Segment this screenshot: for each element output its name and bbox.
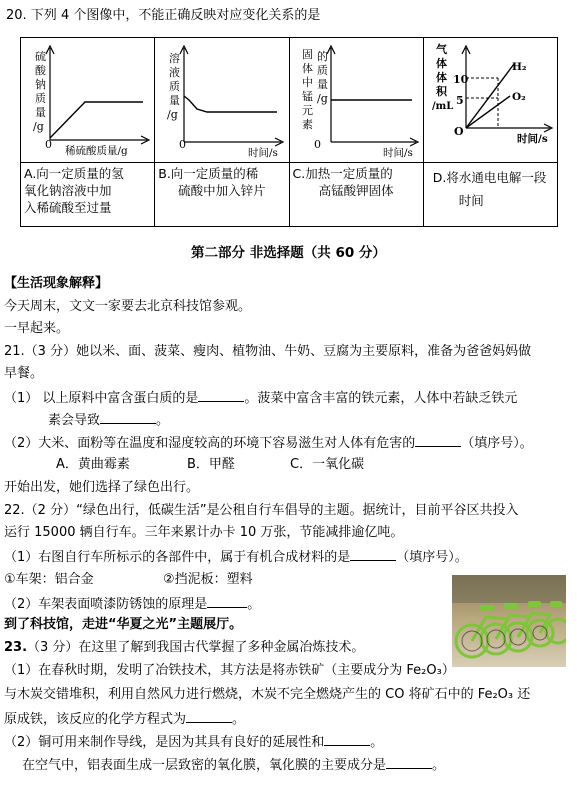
q20-stem: 20. 下列 4 个图像中，不能正确反映对应变化关系的是 [6, 8, 321, 23]
graph-c-ylabel-c2-6: 素 [301, 118, 313, 131]
q21-part1-line1 [4, 389, 517, 407]
q21-part2-text-a: （2）大米、面粉等在温度和湿度较高的环境下容易滋生对人体有危害的 [4, 436, 416, 451]
graph-a-ylabel-6: /g [33, 120, 44, 133]
graph-b-ylabel-4: 量 [169, 94, 181, 107]
graph-b-ylabel-1: 溶 [169, 52, 181, 65]
option-c [289, 163, 423, 227]
q22-blank-1[interactable] [350, 548, 396, 561]
graph-d [424, 38, 557, 162]
q23-stem [4, 640, 364, 656]
q21-blank-3[interactable] [415, 434, 461, 447]
graph-a-xlabel: 稀硫酸质量/g [65, 145, 128, 157]
q21-blank-1[interactable] [198, 389, 244, 402]
graph-a-ylabel-3: 钠 [35, 78, 46, 91]
q20-graph-table [20, 37, 558, 227]
q23-stem-text: （3 分）在这里了解到我国古代掌握了多种金属冶炼技术。 [27, 640, 365, 655]
graph-d-series-o2: O₂ [511, 91, 526, 103]
graph-d-series-h2: H₂ [511, 61, 527, 73]
q23-part1-line2: 与木炭交错堆积，利用自然风力进行燃烧，木炭不完全燃烧产生的 CO 将矿石中的 Fe₂O₃ 还 [4, 687, 531, 702]
option-b-line1: B.向一定质量的稀 [158, 166, 259, 181]
q22-stem-2: 运行 15000 辆自行车。三年来累计办卡 10 万张，节能减排逾亿吨。 [4, 525, 404, 540]
q22-item-1: ①车架：铝合金 [4, 572, 94, 587]
graph-a-ylabel-5: 量 [35, 106, 46, 119]
q23-part1-text-d: 。 [232, 712, 246, 727]
bicycle-photo [452, 575, 566, 667]
graph-d-ylabel-2: 体 [435, 57, 447, 70]
graph-c-origin: 0 [313, 138, 321, 151]
q23-part2-text-a: （2）铜可用来制作导线，是因为其具有良好的延展性和 [4, 735, 325, 750]
graph-a-ylabel-2: 酸 [35, 64, 46, 77]
q22-blank-2[interactable] [207, 595, 247, 608]
option-b [155, 163, 289, 227]
graph-a [21, 38, 154, 162]
graph-b-cell [155, 38, 289, 163]
graph-c-xlabel: 时间/s [382, 147, 413, 159]
option-c-line2: 高锰酸钾固体 [318, 183, 394, 198]
q23-part3 [22, 756, 445, 774]
life-heading: 【生活现象解释】 [4, 276, 109, 291]
graph-b-origin: 0 [179, 138, 187, 151]
graph-d-ylabel-1: 气 [435, 43, 447, 56]
graph-d-ylabel-4: 积 [435, 85, 447, 98]
graph-b-xlabel: 时间/s [248, 147, 279, 159]
graph-d-tick-5: 5 [455, 94, 464, 107]
graph-c-ylabel-c1-4: /g [316, 92, 328, 105]
q23-number: 23. [4, 640, 28, 655]
q22-part1-text-b: （填序号）。 [396, 550, 468, 565]
life-intro-1: 今天周末，文文一家要去北京科技馆参观。 [4, 299, 252, 314]
q23-part1-line3 [4, 710, 245, 728]
option-c-line1: C.加热一定质量的 [292, 166, 393, 181]
q21-part1-text-c: 素会导致 [48, 413, 101, 428]
graph-a-ylabel-4: 质 [35, 92, 46, 105]
q21-option-b: B．甲醛 [187, 457, 235, 472]
graph-d-xlabel: 时间/s [516, 133, 548, 145]
q21-option-c: C．一氧化碳 [290, 457, 365, 472]
graph-c-ylabel-c2-1: 固 [301, 48, 313, 61]
q21-part2 [4, 434, 533, 452]
graph-a-ylabel-1: 硫 [35, 50, 46, 63]
graph-c-ylabel-c2-2: 体 [301, 62, 313, 75]
graph-c [290, 38, 423, 162]
graph-d-cell [423, 38, 557, 163]
graph-c-ylabel-c2-3: 中 [301, 76, 313, 89]
option-d-line1: D.将水通电电解一段 [432, 170, 547, 185]
q23-blank-1[interactable] [186, 710, 232, 723]
q23-blank-2[interactable] [324, 733, 370, 746]
q23-part1-text-c: 原成铁，该反应的化学方程式为 [4, 712, 187, 727]
option-d [423, 163, 557, 227]
option-d-line2: 时间 [458, 193, 484, 208]
q21-blank-2[interactable] [100, 411, 156, 424]
graph-a-origin: 0 [45, 138, 52, 151]
q21-part1-text-a: （1） 以上原料中富含蛋白质的是 [4, 391, 199, 406]
q23-part3-text-b: 。 [432, 758, 446, 773]
q22-item-2: ②挡泥板：塑料 [163, 572, 253, 587]
option-a [21, 163, 155, 227]
graph-d-origin: O [453, 125, 464, 138]
q22-stem-1: 22.（2 分）“绿色出行，低碳生活”是公租自行车倡导的主题。据统计，目前平谷区共投入 [4, 503, 519, 518]
graph-d-h2-line [466, 64, 514, 128]
graph-d-ylabel-5: /mL [431, 101, 454, 112]
q21-part1-line2 [48, 411, 169, 429]
option-a-line2: 氧化钠溶液中加 [24, 183, 112, 198]
option-a-line3: 入稀硫酸至过量 [24, 200, 112, 215]
graph-d-ylabel-3: 体 [435, 71, 447, 84]
graph-b-curve [184, 96, 277, 112]
q23-part2 [4, 733, 383, 751]
q21-stem-1: 21.（3 分）她以米、面、菠菜、瘦肉、植物油、牛奶、豆腐为主要原料，准备为爸爸妈妈做 [4, 344, 532, 359]
q23-part1-line1: （1）在春秋时期，发明了冶铁技术，其方法是将赤铁矿（主要成分为 Fe₂O₃） [4, 663, 455, 678]
museum-heading: 到了科技馆，走进“华夏之光”主题展厅。 [4, 617, 243, 632]
graph-c-ylabel-c1-3: 量 [316, 78, 328, 91]
graph-b-ylabel-3: 质 [169, 80, 181, 93]
graph-b-ylabel-5: /g [167, 108, 178, 121]
section-2-title: 第二部分 非选择题（共 60 分） [191, 245, 386, 261]
graph-d-o2-line [466, 96, 510, 128]
graph-c-ylabel-c2-5: 元 [301, 104, 313, 117]
q21-option-a: A．黄曲霉素 [56, 457, 130, 472]
q22-part2 [4, 595, 260, 613]
graph-c-ylabel-c2-4: 锰 [301, 90, 313, 103]
q21-part1-text-b: 。菠菜中富含丰富的铁元素，人体中若缺乏铁元 [244, 391, 518, 406]
q23-part2-text-b: 。 [370, 735, 384, 750]
q22-part2-text-b: 。 [247, 597, 261, 612]
graph-b-ylabel-2: 液 [169, 66, 181, 79]
q21-part2-text-b: （填序号）。 [461, 436, 533, 451]
graph-d-tick-10: 10 [452, 73, 469, 86]
q23-part3-text-a: 在空气中，铝表面生成一层致密的氧化膜，氧化膜的主要成分是 [22, 758, 387, 773]
q22-part1-text-a: （1）右图自行车所标示的各部件中，属于有机合成材料的是 [4, 550, 351, 565]
life-intro-2: 一早起来。 [4, 321, 70, 336]
graph-b [155, 38, 288, 162]
graph-a-curve [50, 102, 143, 138]
q21-part1-text-d: 。 [156, 413, 170, 428]
q22-part1 [4, 548, 468, 566]
q22-part2-text-a: （2）车架表面喷漆防锈蚀的原理是 [4, 597, 208, 612]
q21-after: 开始出发，她们选择了绿色出行。 [4, 480, 200, 495]
option-a-line1: A.向一定质量的氢 [24, 166, 124, 181]
graph-c-ylabel-c1-1: 的 [316, 50, 328, 63]
graph-a-cell [21, 38, 155, 163]
option-b-line2: 硫酸中加入锌片 [178, 183, 266, 198]
q23-blank-3[interactable] [386, 756, 432, 769]
graph-c-ylabel-c1-2: 质 [316, 64, 328, 77]
q21-stem-2: 早餐。 [4, 366, 44, 381]
graph-c-cell [289, 38, 423, 163]
